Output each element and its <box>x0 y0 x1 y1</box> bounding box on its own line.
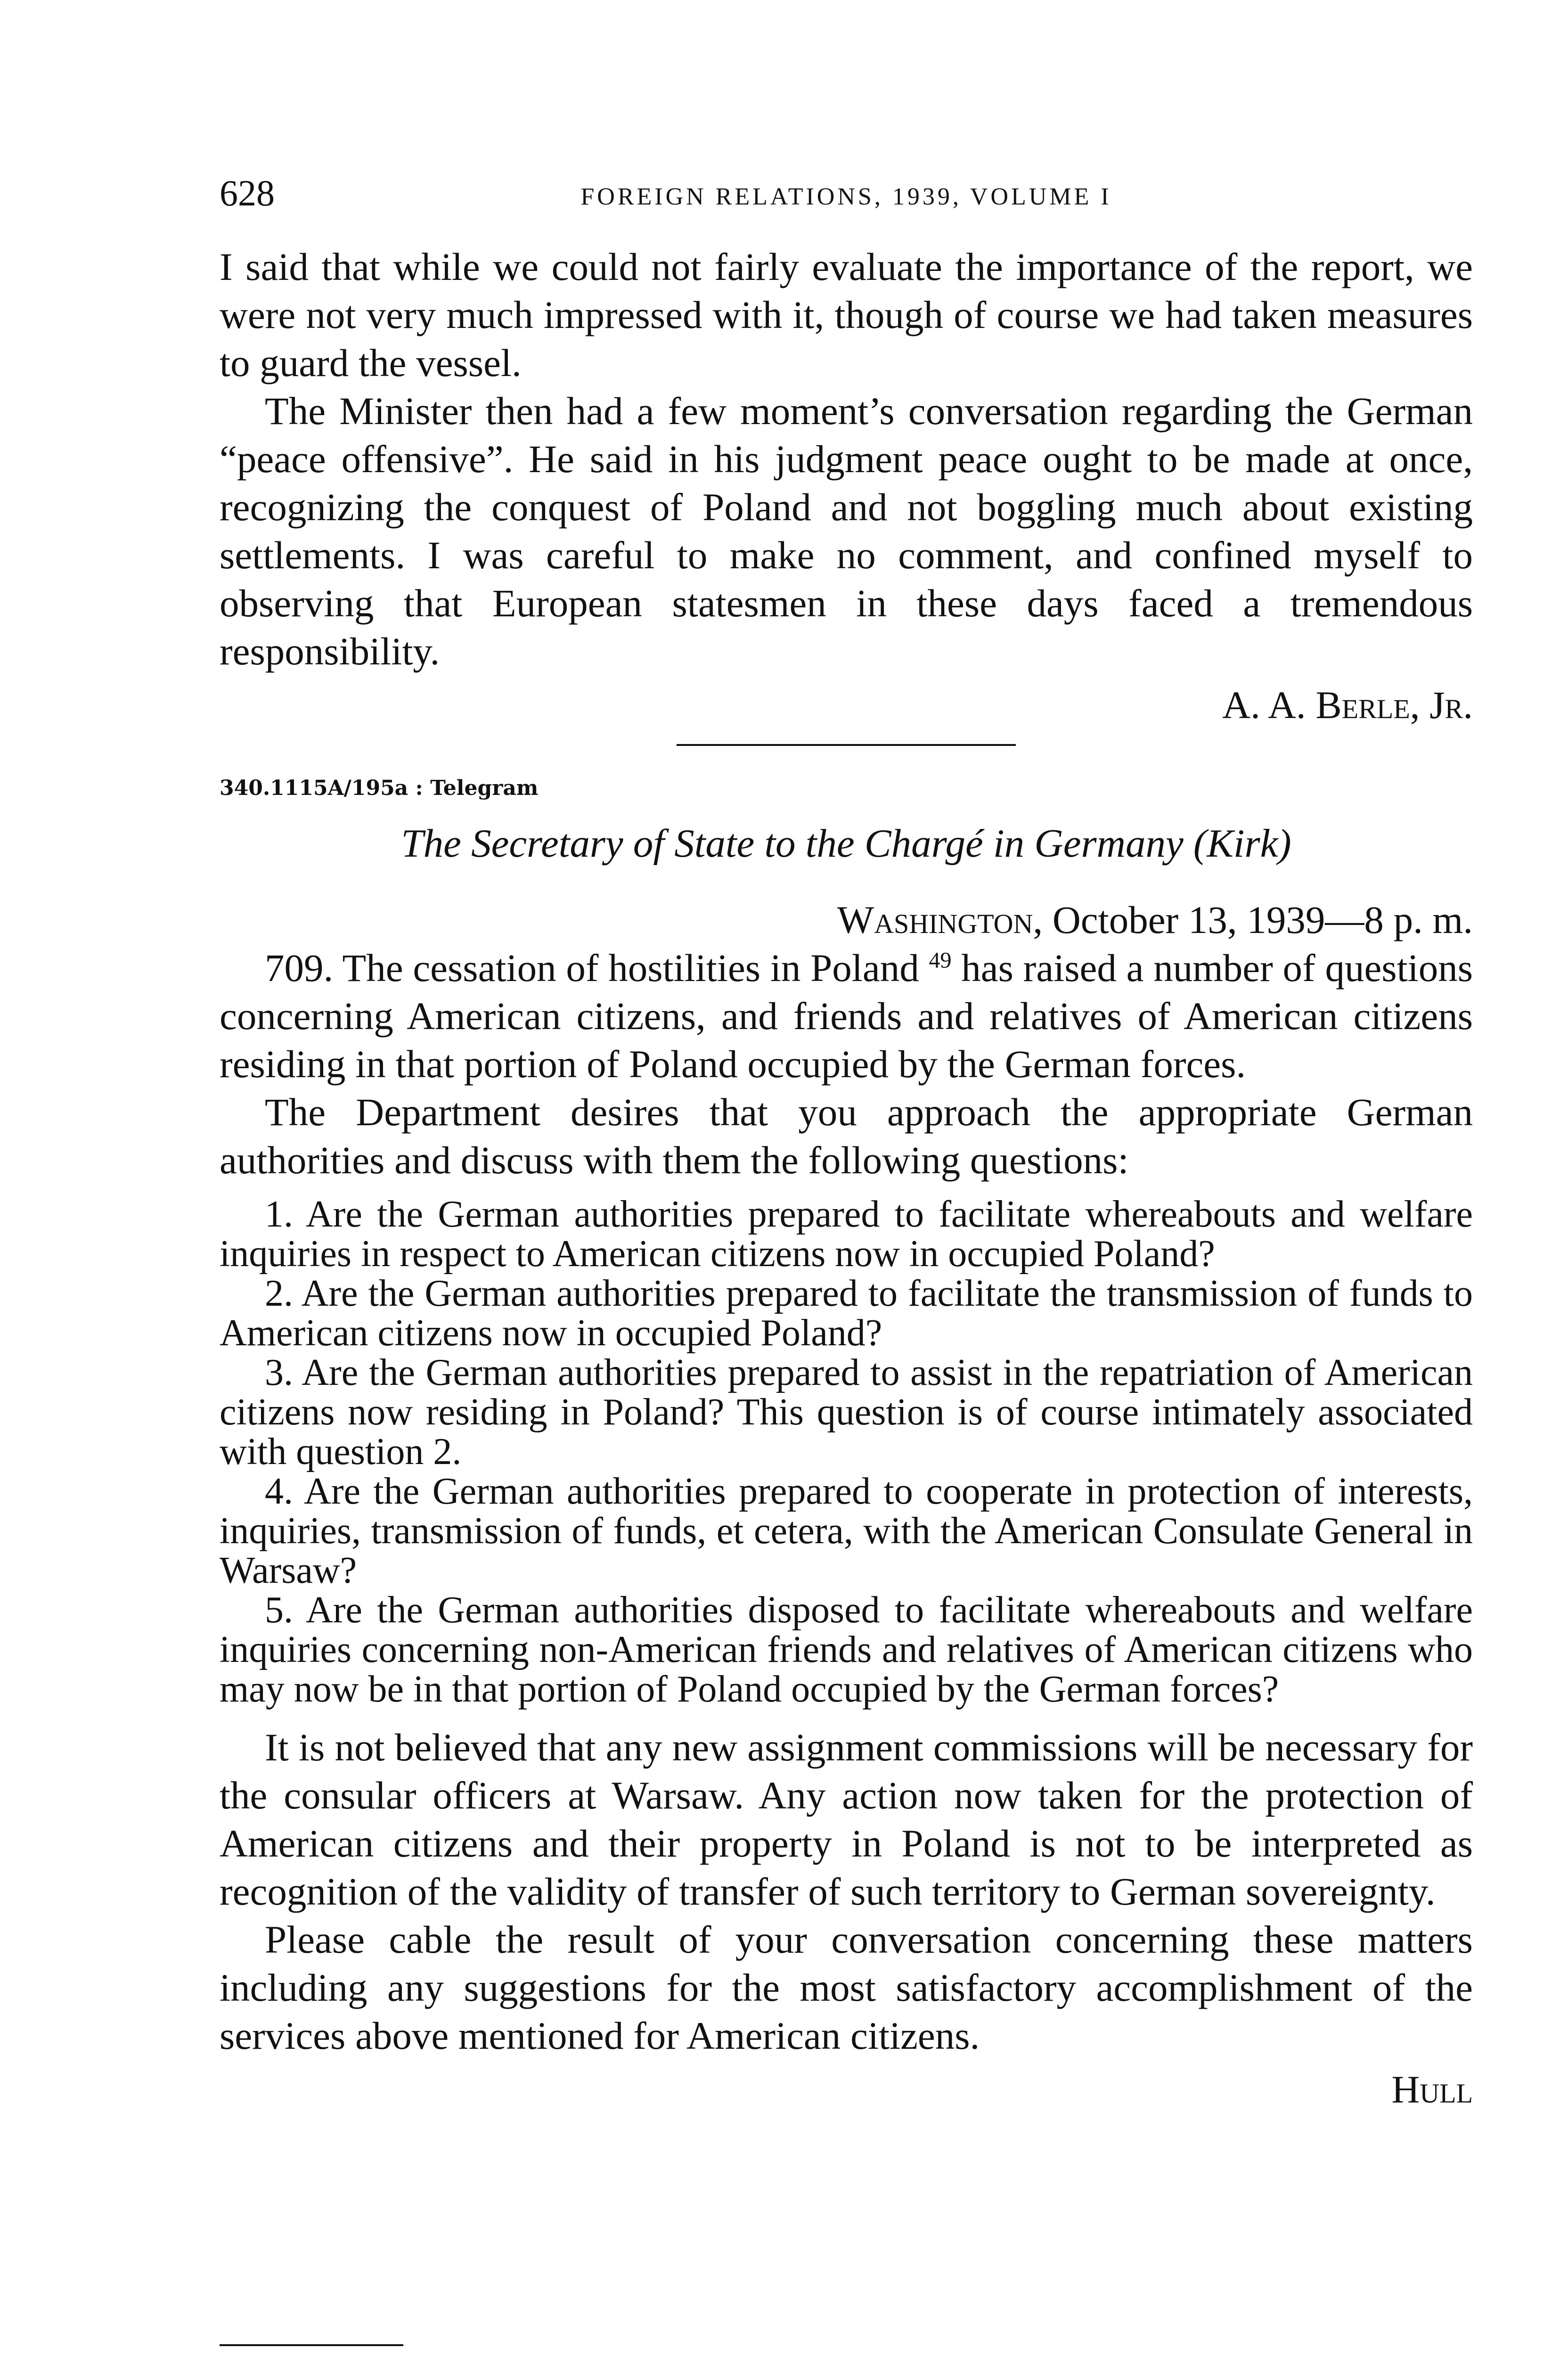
file-number: 340.1115A/195a : Telegram <box>220 776 539 800</box>
question-item: 4. Are the German authorities prepared to cooperate in protection of interests, inquiries, transmission of funds, et cetera, with the American Consulate General in Warsaw? <box>220 1471 1473 1591</box>
footnote-reference[interactable]: 49 <box>929 948 952 973</box>
question-item: 3. Are the German authorities prepared to assist in the repatriation of American citizens now residing in Poland? This question is of course intimately associated with question 2. <box>220 1352 1473 1472</box>
question-item: 1. Are the German authorities prepared to facilitate whereabouts and welfare inquiries in respect to American citizens now in occupied Poland? <box>220 1194 1473 1275</box>
dateline <box>220 896 1473 944</box>
telegram-paragraph: It is not believed that any new assignment commissions will be necessary for the consular officers at Warsaw. Any action now taken for the protection of American citizens and their property in Poland is not to be interpreted as recognition of the validity of transfer of such territory to German sovereignty. <box>220 1726 1473 1913</box>
dateline-place: Washington <box>837 898 1033 941</box>
dateline-date: , October 13, 1939—8 p. m. <box>1033 898 1473 941</box>
memo-paragraph: I said that while we could not fairly evaluate the importance of the report, we were not very much impressed with it, though of course we had taken measures to guard the vessel. <box>220 245 1473 384</box>
question-list <box>220 1194 1473 1709</box>
question-item: 5. Are the German authorities disposed to facilitate whereabouts and welfare inquiries concerning non-American friends and relatives of American citizens who may now be in that portion of Poland occupied by the German forces? <box>220 1589 1473 1710</box>
memo-paragraph: The Minister then had a few moment’s conversation regarding the German “peace offensive”. He said in his judgment peace ought to be made at once, recognizing the conquest of Poland and not boggling much about existing settlements. I was careful to make no comment, and confined myself to observing that European statesmen in these days faced a tremendous responsibility. <box>220 389 1473 673</box>
telegram-paragraph <box>220 944 1473 1088</box>
paragraph-text: has raised a number of questions concerning American citizens, and friends and relatives of American citizens residing in that portion of Poland occupied by the German forces. <box>220 946 1473 1086</box>
page-body <box>220 243 1473 2113</box>
footnote-divider <box>220 2344 403 2346</box>
memo-signature: A. A. Berle, Jr. <box>1222 683 1473 727</box>
telegram-signature: Hull <box>1391 2068 1473 2111</box>
page-header <box>220 170 1473 217</box>
telegram-paragraph: The Department desires that you approach the appropriate German authorities and discuss with them the following questions: <box>220 1090 1473 1182</box>
paragraph-text: 709. The cessation of hostilities in Poland <box>265 946 919 990</box>
page-number: 628 <box>220 172 275 213</box>
telegram-paragraph: Please cable the result of your conversation concerning these matters including any suggestions for the most satisfactory accomplishment of the services above mentioned for American citizens. <box>220 1918 1473 2057</box>
running-title: FOREIGN RELATIONS, 1939, VOLUME I <box>580 183 1112 210</box>
document-title: The Secretary of State to the Chargé in Germany (Kirk) <box>401 821 1291 866</box>
section-divider <box>677 744 1016 746</box>
question-item: 2. Are the German authorities prepared to facilitate the transmission of funds to American citizens now in occupied Poland? <box>220 1273 1473 1354</box>
